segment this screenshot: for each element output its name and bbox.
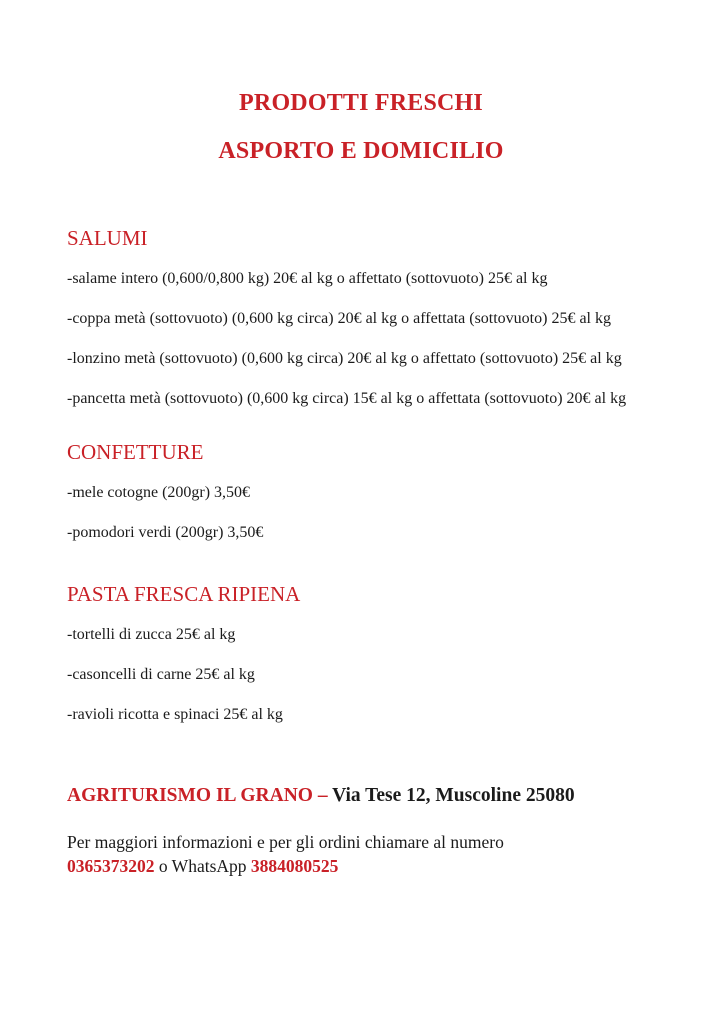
contact-info-text: Per maggiori informazioni e per gli ordini chiamare al numero xyxy=(67,832,504,852)
menu-item-coppa: -coppa metà (sottovuoto) (0,600 kg circa) 20€ al kg o affettata (sottovuoto) 25€ al kg xyxy=(67,310,611,327)
menu-item-pomodori-verdi: -pomodori verdi (200gr) 3,50€ xyxy=(67,524,264,541)
business-address: Via Tese 12, Muscoline 25080 xyxy=(332,785,575,806)
menu-item-casoncelli: -casoncelli di carne 25€ al kg xyxy=(67,666,255,683)
menu-item-tortelli: -tortelli di zucca 25€ al kg xyxy=(67,626,236,643)
section-pasta-fresca xyxy=(67,581,655,725)
document-footer xyxy=(67,783,655,878)
whatsapp-connector: o WhatsApp xyxy=(158,856,247,876)
section-confetture-heading: CONFETTURE xyxy=(67,440,204,464)
business-line xyxy=(67,783,655,808)
menu-item-pancetta: -pancetta metà (sottovuoto) (0,600 kg circa) 15€ al kg o affettata (sottovuoto) 20€ al kg xyxy=(67,390,627,407)
menu-item-ravioli: -ravioli ricotta e spinaci 25€ al kg xyxy=(67,706,283,723)
section-salumi xyxy=(67,225,655,409)
whatsapp-number: 3884080525 xyxy=(250,856,339,876)
section-pasta-fresca-heading: PASTA FRESCA RIPIENA xyxy=(67,582,301,606)
menu-item-mele-cotogne: -mele cotogne (200gr) 3,50€ xyxy=(67,484,251,501)
business-name: AGRITURISMO IL GRANO – xyxy=(67,785,328,806)
menu-item-lonzino: -lonzino metà (sottovuoto) (0,600 kg circa) 20€ al kg o affettato (sottovuoto) 25€ al kg xyxy=(67,350,622,367)
document-header xyxy=(67,88,655,166)
section-salumi-heading: SALUMI xyxy=(67,226,148,250)
section-confetture xyxy=(67,439,655,543)
page-title-line-2: ASPORTO E DOMICILIO xyxy=(218,138,504,164)
menu-item-salame: -salame intero (0,600/0,800 kg) 20€ al kg o affettato (sottovuoto) 25€ al kg xyxy=(67,270,548,287)
page-title-line-1: PRODOTTI FRESCHI xyxy=(239,90,483,116)
contact-info xyxy=(67,830,655,878)
phone-number: 0365373202 xyxy=(67,856,155,876)
